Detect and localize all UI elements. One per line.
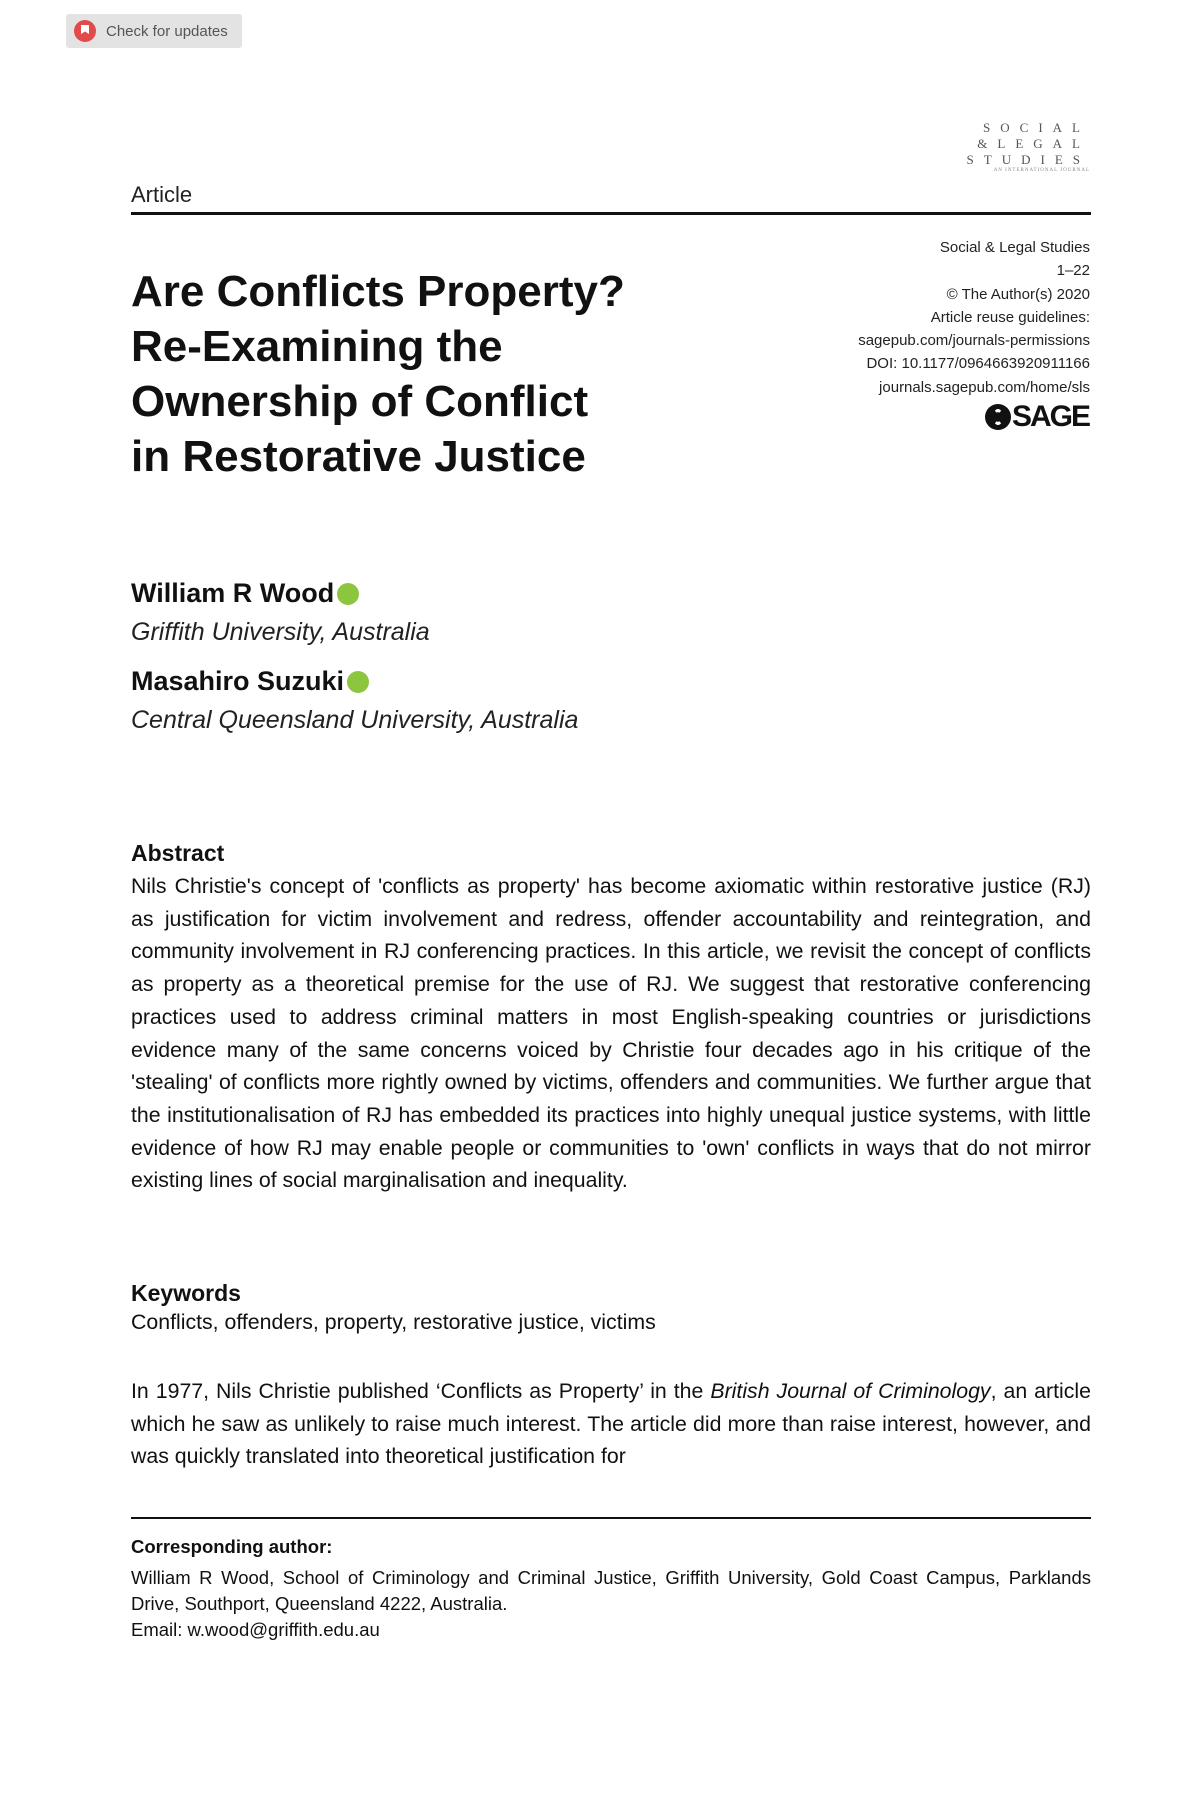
article-title: Are Conflicts Property? Re-Examining the Ownership of Conflict in Restorative Justice	[131, 267, 625, 481]
doi-link[interactable]: DOI: 10.1177/0964663920911166	[866, 355, 1090, 373]
copyright: © The Author(s) 2020	[946, 285, 1090, 303]
author-name: William R Wood	[131, 578, 359, 609]
corresponding-address: William R Wood, School of Criminology and Criminal Justice, Griffith University, Gold Coast Campus, Parklands Drive, Southport, Queensland 4222, Australia.	[131, 1567, 1091, 1614]
permissions-link[interactable]: sagepub.com/journals-permissions	[858, 332, 1090, 350]
author-affiliation: Central Queensland University, Australia	[131, 706, 579, 734]
journal-home-link[interactable]: journals.sagepub.com/home/sls	[879, 378, 1090, 396]
corresponding-author-heading: Corresponding author:	[131, 1536, 333, 1557]
page-range: 1–22	[1056, 262, 1090, 280]
check-for-updates-button[interactable]	[66, 14, 242, 48]
journal-title-italic: British Journal of Criminology	[710, 1379, 991, 1403]
orcid-icon[interactable]	[337, 583, 359, 605]
article-metadata	[730, 236, 1090, 399]
journal-name: Social & Legal Studies	[939, 239, 1090, 256]
header-rule	[131, 212, 1091, 215]
sage-s-icon	[985, 404, 1011, 430]
abstract-heading: Abstract	[131, 840, 225, 866]
check-for-updates-label: Check for updates	[106, 22, 228, 40]
keywords-text: Conflicts, offenders, property, restorative justice, victims	[131, 1310, 656, 1334]
sage-logo: SAGE	[985, 400, 1089, 434]
abstract-text: Nils Christie's concept of 'conflicts as property' has become axiomatic within restorative justice (RJ) as justification for victim involvement and redress, offender accountability and reintegration, and community involvement in RJ conferencing practices. In this article, we revisit the concept of conflicts as property as a theoretical premise for the use of RJ. We suggest that restorative conferencing practices used to address criminal matters in most English-speaking countries or jurisdictions evidence many of the same concerns voiced by Christie four decades ago in his critique of the 'stealing' of conflicts more rightly owned by victims, offenders and communities. We further argue that the institutionalisation of RJ has embedded its practices into highly unequal justice systems, with little evidence of how RJ may enable people or communities to 'own' conflicts in ways that do not mirror existing lines of social marginalisation and inequality.	[131, 874, 1091, 1193]
body-paragraph: In 1977, Nils Christie published ‘Conflicts as Property’ in the British Journal of Criminology, an article which he saw as unlikely to raise much interest. The article did more than raise interest, however, and was quickly translated into theoretical justification for	[131, 1379, 1091, 1469]
corresponding-author-details	[131, 1565, 1091, 1643]
author-affiliation: Griffith University, Australia	[131, 618, 430, 646]
article-type-label: Article	[131, 182, 193, 207]
orcid-icon[interactable]	[347, 671, 369, 693]
bookmark-icon	[74, 20, 96, 42]
footnote-rule	[131, 1517, 1091, 1519]
author-name: Masahiro Suzuki	[131, 666, 369, 697]
journal-logo: SOCIAL &LEGAL STUDIES AN INTERNATIONAL JOURNAL	[966, 120, 1090, 173]
corresponding-email[interactable]: Email: w.wood@griffith.edu.au	[131, 1619, 380, 1640]
reuse-label: Article reuse guidelines:	[930, 308, 1090, 326]
keywords-heading: Keywords	[131, 1280, 241, 1306]
